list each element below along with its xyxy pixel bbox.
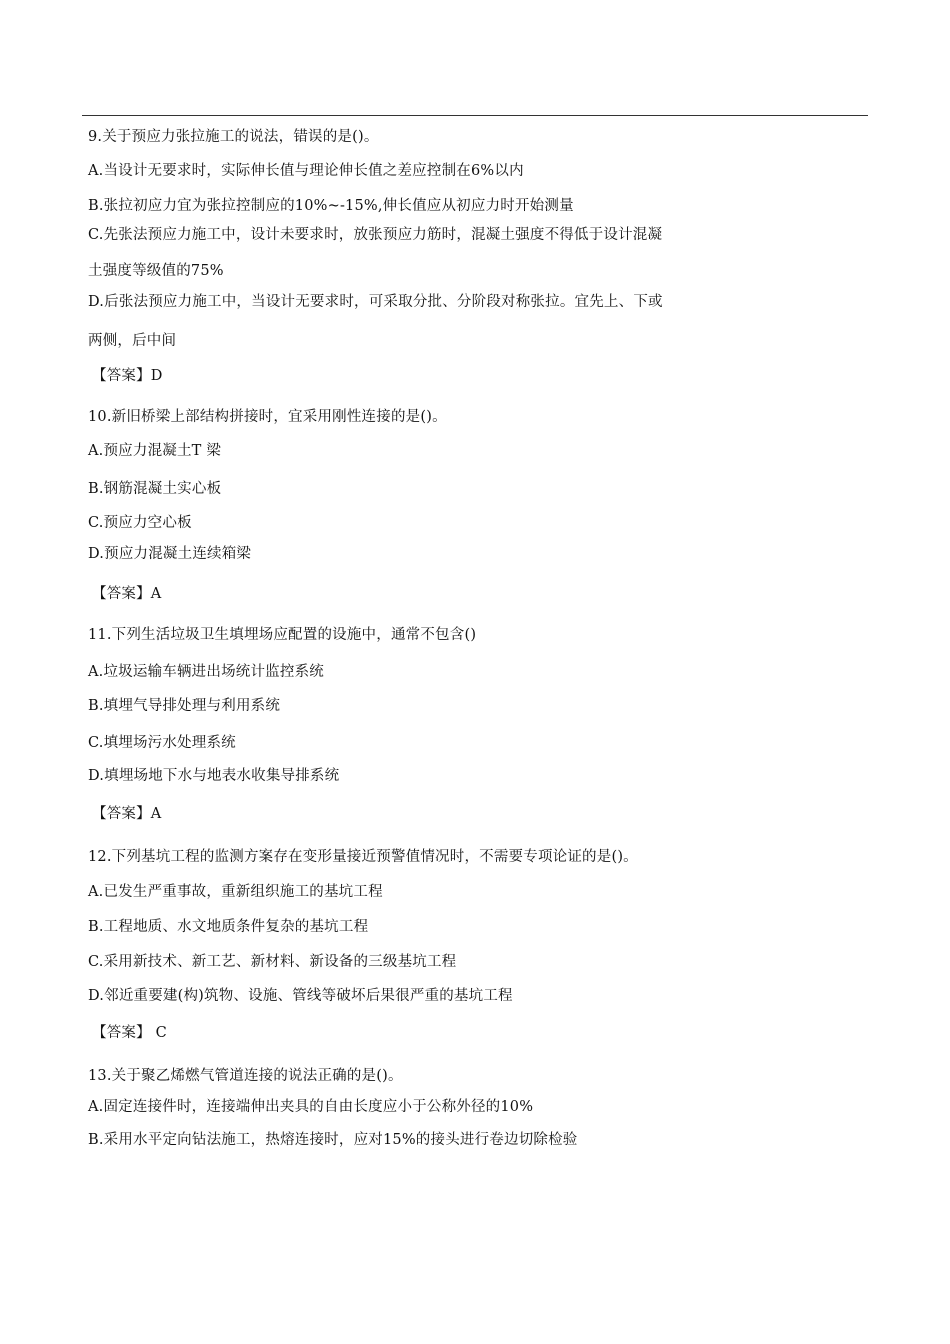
question-9-answer: 【答案】D bbox=[92, 368, 163, 384]
question-12-option-c: C.采用新技术、新工艺、新材料、新设备的三级基坑工程 bbox=[88, 954, 457, 970]
header-divider bbox=[82, 115, 868, 116]
question-11-option-d: D.填埋场地下水与地表水收集导排系统 bbox=[88, 768, 340, 784]
question-11-answer: 【答案】A bbox=[92, 806, 162, 822]
question-9-option-d-continued: 两侧，后中间 bbox=[88, 333, 177, 349]
question-12-option-d: D.邻近重要建(构)筑物、设施、管线等破坏后果很严重的基坑工程 bbox=[88, 988, 513, 1004]
question-12-answer: 【答案】 C bbox=[92, 1025, 167, 1041]
question-9-stem: 9.关于预应力张拉施工的说法，错误的是()。 bbox=[88, 129, 379, 145]
question-10-option-b: B.钢筋混凝土实心板 bbox=[88, 481, 222, 497]
question-9-option-c-continued: 土强度等级值的75% bbox=[88, 263, 224, 279]
question-11-option-b: B.填埋气导排处理与利用系统 bbox=[88, 698, 281, 714]
question-12-option-b: B.工程地质、水文地质条件复杂的基坑工程 bbox=[88, 919, 369, 935]
question-13-stem: 13.关于聚乙烯燃气管道连接的说法正确的是()。 bbox=[88, 1068, 403, 1084]
question-11-option-a: A.垃圾运输车辆进出场统计监控系统 bbox=[88, 664, 324, 680]
question-9-option-c: C.先张法预应力施工中，设计未要求时，放张预应力筋时，混凝土强度不得低于设计混凝 bbox=[88, 227, 663, 243]
question-10-option-a: A.预应力混凝土T 梁 bbox=[88, 443, 222, 459]
question-9-option-d: D.后张法预应力施工中，当设计无要求时，可采取分批、分阶段对称张拉。宜先上、下或 bbox=[88, 294, 663, 310]
question-11-option-c: C.填埋场污水处理系统 bbox=[88, 735, 236, 751]
question-10-answer: 【答案】A bbox=[92, 586, 162, 602]
question-12-stem: 12.下列基坑工程的监测方案存在变形量接近预警值情况时，不需要专项论证的是()。 bbox=[88, 849, 638, 865]
question-12-option-a: A.已发生严重事故，重新组织施工的基坑工程 bbox=[88, 884, 383, 900]
question-11-stem: 11.下列生活垃圾卫生填埋场应配置的设施中，通常不包含() bbox=[88, 627, 477, 643]
question-10-option-d: D.预应力混凝土连续箱梁 bbox=[88, 546, 252, 562]
question-10-stem: 10.新旧桥梁上部结构拼接时，宜采用刚性连接的是()。 bbox=[88, 409, 447, 425]
question-13-option-a: A.固定连接件时，连接端伸出夹具的自由长度应小于公称外径的10% bbox=[88, 1099, 534, 1115]
question-13-option-b: B.采用水平定向钻法施工，热熔连接时，应对15%的接头进行卷边切除检验 bbox=[88, 1132, 578, 1148]
question-9-option-b: B.张拉初应力宜为张拉控制应的10%~-15%,伸长值应从初应力时开始测量 bbox=[88, 198, 574, 214]
question-9-option-a: A.当设计无要求时，实际伸长值与理论伸长值之差应控制在6%以内 bbox=[88, 163, 524, 179]
question-10-option-c: C.预应力空心板 bbox=[88, 515, 192, 531]
